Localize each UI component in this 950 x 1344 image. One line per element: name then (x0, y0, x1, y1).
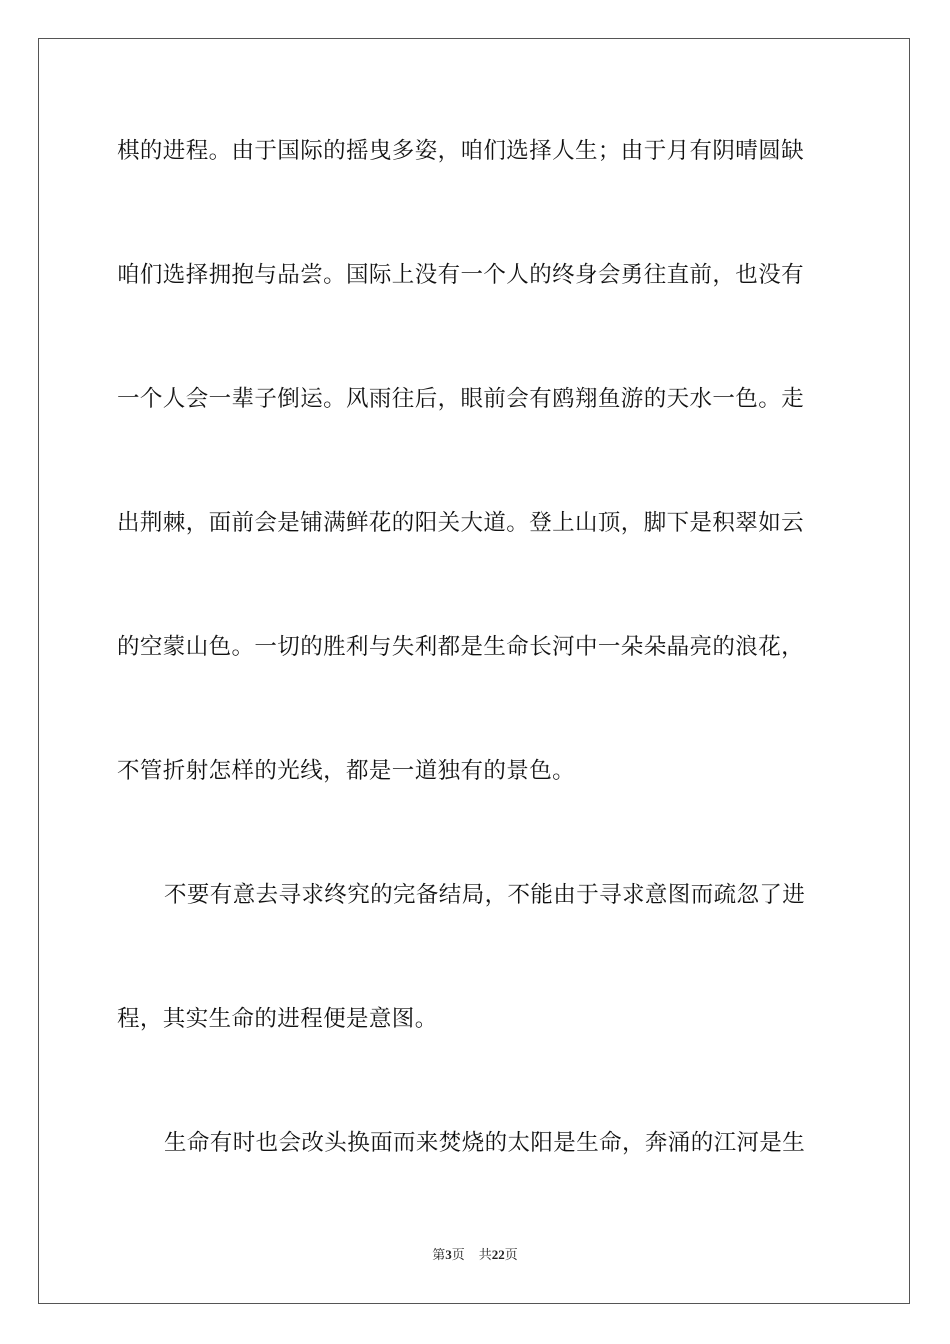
page-border (38, 38, 910, 1304)
total-pages: 22 (491, 1247, 505, 1262)
page-suffix: 页 (451, 1248, 465, 1263)
page-footer (0, 1246, 950, 1265)
paragraph-first-line: 生命有时也会改头换面而来焚烧的太阳是生命，奔涌的江河是生 (164, 1130, 806, 1156)
body-text-line: 棋的进程。由于国际的摇曳多姿，咱们选择人生；由于月有阴晴圆缺 (117, 138, 805, 164)
body-text-line: 咱们选择拥抱与品尝。国际上没有一个人的终身会勇往直前，也没有 (117, 262, 805, 288)
total-suffix: 页 (504, 1248, 518, 1263)
body-text-line: 不管折射怎样的光线，都是一道独有的景色。 (117, 758, 576, 784)
body-text-line: 程，其实生命的进程便是意图。 (117, 1006, 438, 1032)
total-prefix: 共 (478, 1248, 492, 1263)
paragraph-first-line: 不要有意去寻求终究的完备结局，不能由于寻求意图而疏忽了进 (164, 882, 806, 908)
page-prefix: 第 (432, 1248, 446, 1263)
body-text-line: 的空蒙山色。一切的胜利与失利都是生命长河中一朵朵晶亮的浪花， (117, 634, 805, 660)
body-text-line: 一个人会一辈子倒运。风雨往后，眼前会有鸥翔鱼游的天水一色。走 (117, 386, 805, 412)
page-number: 3 (445, 1247, 452, 1262)
body-text-line: 出荆棘，面前会是铺满鲜花的阳关大道。登上山顶，脚下是积翠如云 (117, 510, 805, 536)
